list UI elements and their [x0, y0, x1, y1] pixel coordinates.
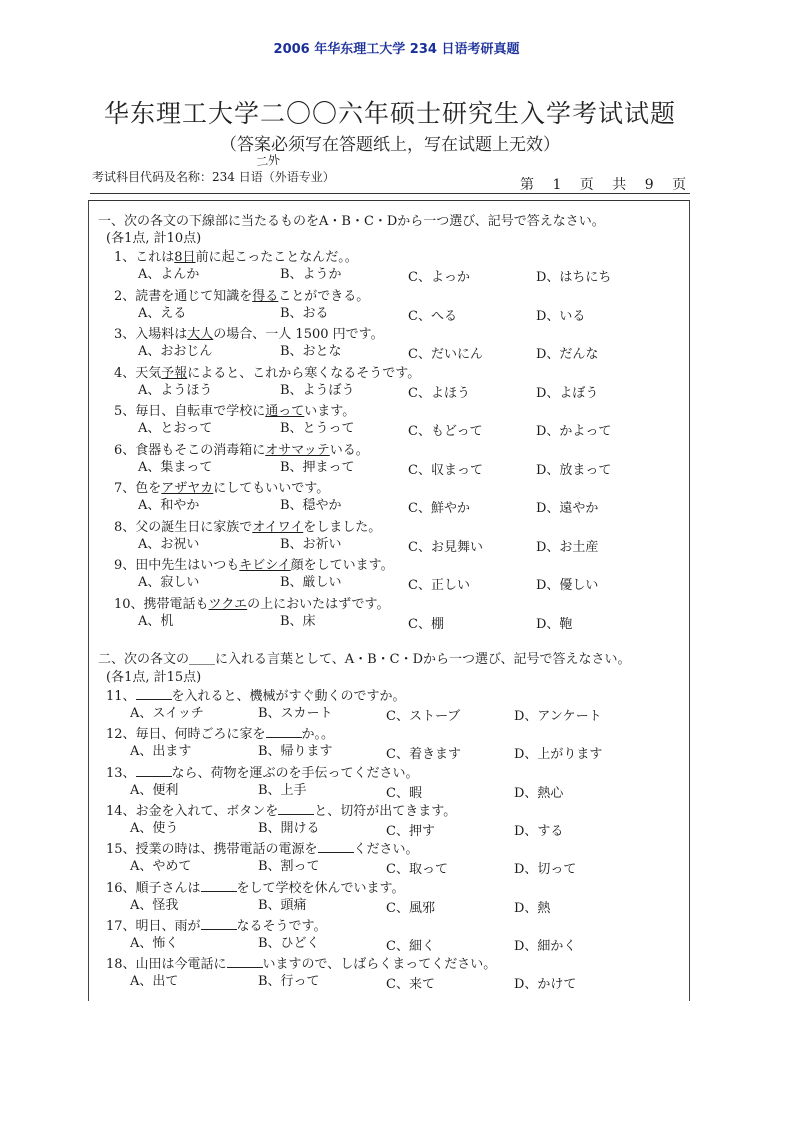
question-post: 顔をしています。 — [290, 558, 394, 573]
question-pre: 15、授業の時は、携帯電話の電源を — [106, 842, 318, 858]
option-b: B、穏やか — [280, 498, 342, 513]
question-pre: 2、読書を通じて知識を — [114, 288, 253, 304]
option-c: C、収まって — [408, 462, 483, 478]
option-d: D、はちにち — [536, 270, 612, 285]
option-c: C、お見舞い — [408, 539, 483, 555]
exam-title: 华东理工大学二〇〇六年硕士研究生入学考试试题 — [103, 99, 676, 128]
option-d: D、熱心 — [514, 785, 564, 801]
section1-heading: 一、次の各文の下線部に当たるものをA・B・C・Dから一つ選び、記号で答えなさい。 — [98, 214, 605, 229]
option-a: A、ようほう — [138, 382, 213, 398]
question-pre: 5、毎日、自転車で学校に — [114, 404, 266, 419]
option-c: C、へる — [408, 308, 457, 324]
option-d: D、いる — [536, 308, 586, 324]
question-pre: 9、田中先生はいつも — [114, 558, 240, 573]
question-post: いる。 — [329, 442, 369, 458]
option-d: D、優しい — [536, 578, 599, 593]
underlined-part: アザヤカ — [161, 481, 214, 496]
option-a: A、スイッチ — [130, 706, 204, 721]
underlined-part: ツクエ — [208, 596, 248, 612]
option-a: A、える — [138, 305, 187, 321]
option-a: A、出て — [130, 974, 179, 990]
question-post: なら、荷物を運ぶのを手伝ってください。 — [171, 765, 419, 781]
option-b: B、ようぼう — [280, 382, 355, 398]
question-post: か。。 — [301, 727, 335, 743]
option-d: D、細かく — [514, 938, 577, 954]
option-b: B、開ける — [258, 820, 320, 836]
option-b: B、スカート — [258, 706, 333, 721]
answer-blank — [136, 765, 172, 777]
option-a: A、とおって — [138, 421, 213, 436]
option-a: A、和やか — [138, 498, 200, 513]
answer-blank — [227, 956, 263, 968]
option-c: C、よほう — [408, 385, 470, 401]
option-c: C、押す — [386, 823, 435, 839]
question-post: います。 — [304, 404, 356, 419]
option-a: A、集まって — [138, 459, 213, 475]
answer-blank — [278, 803, 314, 815]
option-d: D、かよって — [536, 424, 612, 439]
question-pre: 12、毎日、何時ごろに家を — [106, 727, 266, 743]
exam-subtitle: （答案必须写在答题纸上，写在试题上无效） — [220, 135, 560, 155]
page-info: 第 1 页 共 9 页 — [520, 177, 687, 193]
question-post: 前に起こったことなんだ。。 — [195, 250, 358, 265]
option-d: D、放まって — [536, 462, 612, 478]
question-post: をして学校を休んでいます。 — [236, 880, 405, 896]
option-c: C、正しい — [408, 578, 470, 593]
option-c: C、着きます — [386, 747, 461, 763]
option-b: B、行って — [258, 974, 320, 990]
option-b: B、ようか — [280, 267, 342, 282]
underlined-part: 8日 — [174, 250, 196, 265]
option-b: B、床 — [280, 613, 316, 629]
option-a: A、便利 — [130, 782, 179, 798]
answer-blank — [266, 726, 302, 738]
option-a: A、やめて — [130, 859, 192, 875]
answer-blank — [136, 688, 172, 700]
question-pre: 16、順子さんは — [106, 880, 201, 896]
question-pre: 17、明日、雨が — [106, 918, 201, 934]
option-d: D、よぼう — [536, 385, 599, 401]
question-pre: 7、色を — [114, 481, 162, 496]
underlined-part: 得る — [252, 288, 279, 304]
question-pre: 14、お金を入れて、ボタンを — [106, 803, 279, 819]
option-a: A、お祝い — [138, 536, 200, 552]
option-d: D、上がります — [514, 747, 603, 763]
question-pre: 8、父の誕生日に家族で — [114, 519, 253, 535]
option-a: A、よんか — [138, 267, 200, 282]
option-b: B、おる — [280, 305, 329, 321]
option-c: C、風邪 — [386, 900, 435, 916]
top-title: 2006 年华东理工大学 234 日语考研真题 — [273, 42, 520, 57]
option-d: D、遠やか — [536, 501, 599, 516]
question-pre: 6、食器もそこの消毒箱に — [114, 442, 266, 458]
question-post: と、切符が出てきます。 — [314, 803, 457, 819]
question-post: の上においたはずです。 — [247, 596, 390, 612]
question-pre: 4、天気 — [114, 365, 162, 381]
underlined-part: キビシイ — [239, 558, 291, 573]
question-pre: 11、 — [106, 689, 136, 704]
option-c: C、棚 — [408, 616, 444, 632]
option-b: B、とうって — [280, 421, 355, 436]
option-c: C、ストーブ — [386, 709, 461, 724]
answer-blank — [201, 918, 237, 930]
question-post: なるそうです。 — [236, 918, 327, 934]
question-post: にしてもいいです。 — [213, 481, 330, 496]
question-post: ことができる。 — [278, 288, 370, 304]
option-d: D、熱 — [514, 900, 551, 916]
question-post: いますので、しばらくまってください。 — [262, 957, 497, 973]
underlined-part: 大人 — [187, 327, 214, 342]
subject-label: 考试科目代码及名称：234 日语（外语专业） — [92, 170, 335, 184]
option-d: D、する — [514, 823, 564, 839]
option-b: B、ひどく — [258, 935, 320, 951]
underlined-part: 予報 — [161, 365, 188, 381]
underlined-part: オサマッテ — [265, 442, 330, 458]
option-c: C、もどって — [408, 424, 483, 439]
option-d: D、お土産 — [536, 539, 599, 555]
section2-points: (各1点, 計15点) — [106, 670, 202, 685]
section1-points: (各1点, 計10点) — [106, 231, 202, 246]
option-b: B、押まって — [280, 459, 355, 475]
option-d: D、切って — [514, 862, 577, 878]
option-c: C、だいにん — [408, 347, 483, 362]
option-d: D、かけて — [514, 977, 577, 993]
option-c: C、よっか — [408, 270, 470, 285]
question-pre: 10、携帯電話も — [114, 596, 209, 612]
underlined-part: 通って — [265, 404, 305, 419]
option-b: B、割って — [258, 859, 320, 875]
question-post: をしました。 — [303, 519, 382, 535]
section2-heading: 二、次の各文の＿＿に入れる言葉として、A・B・C・Dから一つ選び、記号で答えなさい。 — [98, 652, 631, 667]
option-a: A、寂しい — [138, 575, 200, 590]
underlined-part: オイワイ — [252, 519, 304, 535]
option-c: C、取って — [386, 862, 448, 878]
option-a: A、怪我 — [130, 897, 179, 913]
answer-blank — [318, 841, 354, 853]
option-b: B、お祈い — [280, 536, 342, 552]
scanned-exam-page — [80, 78, 700, 1013]
option-b: B、上手 — [258, 782, 307, 798]
question-post: を入れると、機械がすぐ動くのですか。 — [171, 689, 406, 704]
question-post: ください。 — [353, 842, 419, 858]
question-pre: 3、入場料は — [114, 327, 188, 342]
option-c: C、鮮やか — [408, 501, 470, 516]
option-b: B、厳しい — [280, 575, 342, 590]
option-a: A、机 — [138, 613, 174, 629]
question-pre: 13、 — [106, 765, 136, 781]
option-a: A、使う — [130, 820, 179, 836]
option-d: D、鞄 — [536, 616, 573, 632]
option-c: C、来て — [386, 977, 435, 993]
question-post: によると、これから寒くなるそうです。 — [187, 365, 421, 381]
option-b: B、頭痛 — [258, 897, 307, 913]
divider — [90, 193, 690, 194]
handwritten-note: 二外 — [255, 152, 281, 170]
option-d: D、だんな — [536, 347, 599, 362]
question-post: の場合、一人 1500 円です。 — [213, 327, 384, 342]
question-pre: 18、山田は今電話に — [106, 957, 227, 973]
answer-blank — [201, 880, 237, 892]
option-b: B、おとな — [280, 344, 342, 359]
option-a: A、出ます — [130, 744, 192, 760]
option-c: C、細く — [386, 938, 435, 954]
option-a: A、怖く — [130, 935, 179, 951]
question-pre: 1、これは — [114, 250, 175, 265]
option-b: B、帰ります — [258, 744, 333, 760]
option-d: D、アンケート — [514, 709, 602, 724]
option-c: C、暇 — [386, 785, 422, 801]
option-a: A、おおじん — [138, 344, 213, 359]
